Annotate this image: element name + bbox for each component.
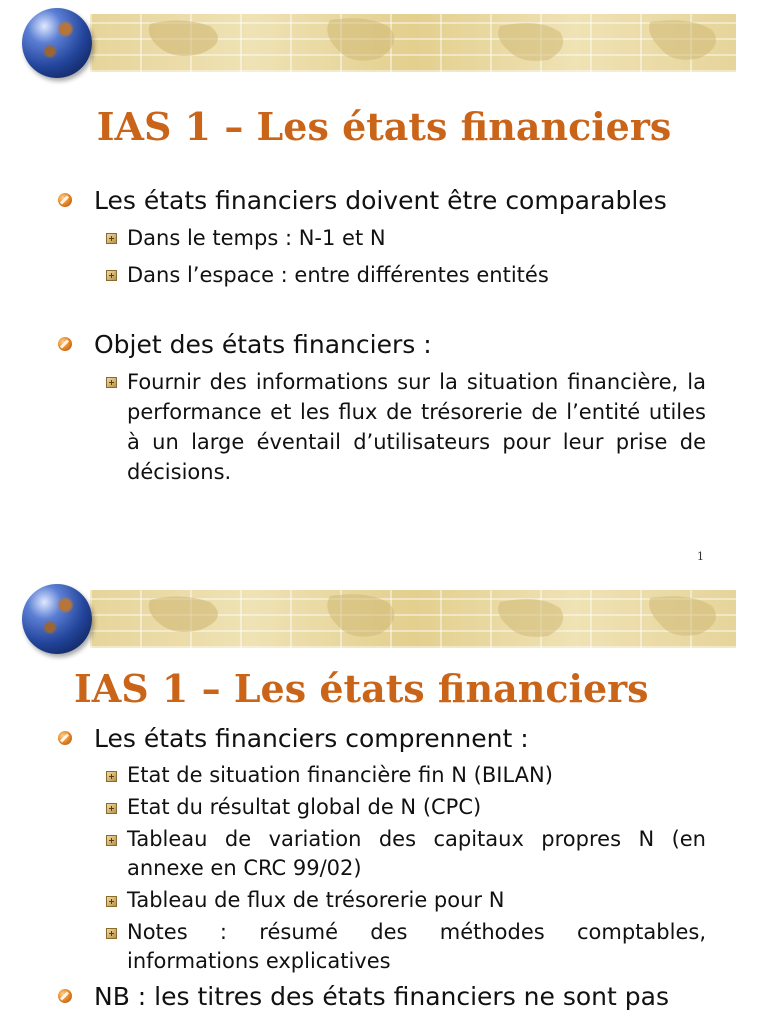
sub-bullet-icon (106, 377, 117, 388)
bullet-item (58, 722, 706, 976)
sub-bullet-item (94, 761, 706, 790)
sub-bullet-text: Etat du résultat global de N (CPC) (127, 795, 482, 819)
sub-bullet-item (94, 793, 706, 822)
globe-icon (22, 8, 92, 78)
bullet-text: Objet des états financiers : (94, 330, 432, 359)
bullet-list (58, 184, 706, 494)
sub-bullet-item (94, 223, 706, 253)
sub-bullet-text: Notes : résumé des méthodes comptables, informations explicatives (127, 920, 706, 973)
sub-bullet-list (94, 367, 706, 487)
world-map-decoration (90, 590, 768, 648)
sub-bullet-text: Dans le temps : N-1 et N (127, 226, 386, 250)
bullet-text: NB : les titres des états financiers ne sont pas (94, 982, 669, 1011)
bullet-item (58, 328, 706, 487)
sub-bullet-icon (106, 896, 117, 907)
map-banner (90, 14, 736, 72)
world-map-decoration (90, 14, 768, 72)
sub-bullet-item (94, 367, 706, 487)
sub-bullet-item (94, 260, 706, 290)
sub-bullet-text: Etat de situation financière fin N (BILAN) (127, 763, 553, 787)
sub-bullet-icon (106, 771, 117, 782)
bullet-icon (58, 731, 72, 745)
map-banner (90, 590, 736, 648)
bullet-icon (58, 337, 72, 351)
sub-bullet-item (94, 886, 706, 915)
sub-bullet-icon (106, 803, 117, 814)
bullet-text: Les états financiers doivent être comparables (94, 186, 667, 215)
sub-bullet-text: Dans l’espace : entre différentes entités (127, 263, 549, 287)
bullet-item (58, 184, 706, 290)
slide-title: IAS 1 – Les états financiers (96, 104, 672, 149)
sub-bullet-icon (106, 233, 117, 244)
globe-icon (22, 584, 92, 654)
sub-bullet-list (94, 761, 706, 976)
bullet-icon (58, 193, 72, 207)
bullet-text: Les états financiers comprennent : (94, 724, 529, 753)
sub-bullet-icon (106, 835, 117, 846)
sub-bullet-text: Tableau de flux de trésorerie pour N (127, 888, 505, 912)
slide-title: IAS 1 – Les états financiers (74, 666, 649, 711)
sub-bullet-text: Fournir des informations sur la situation financière, la performance et les flux de trésorerie de l’entité utiles à un large éventail d’utilisateurs pour leur prise de décisions. (127, 370, 706, 484)
sub-bullet-icon (106, 270, 117, 281)
page-number: 1 (697, 550, 704, 563)
sub-bullet-list (94, 223, 706, 290)
bullet-icon (58, 989, 72, 1003)
sub-bullet-item (94, 825, 706, 883)
sub-bullet-icon (106, 928, 117, 939)
sub-bullet-item (94, 918, 706, 976)
slide-2 (0, 578, 768, 1024)
sub-bullet-text: Tableau de variation des capitaux propres N (en annexe en CRC 99/02) (127, 827, 706, 880)
bullet-item (58, 980, 706, 1013)
bullet-list (58, 722, 706, 1013)
